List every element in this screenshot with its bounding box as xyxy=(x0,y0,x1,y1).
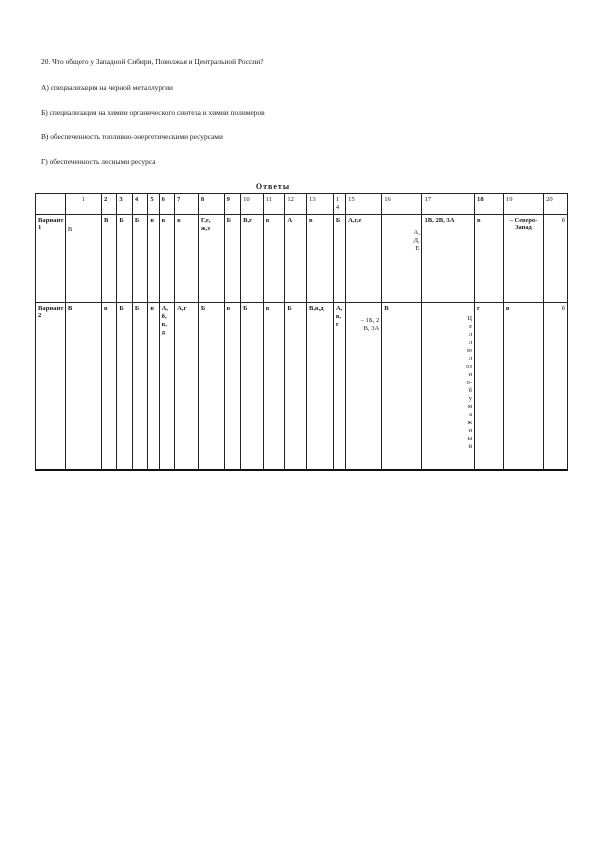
answer-1-text: В xyxy=(67,226,73,233)
answer-cell xyxy=(422,303,475,470)
header-cell: 17 xyxy=(422,194,475,215)
header-cell: 3 xyxy=(117,194,132,215)
option-a: А) специализация на черной металлургии xyxy=(41,83,173,92)
variant-2-label: Вариант 2 xyxy=(36,303,66,470)
option-d: Г) обеспеченность лесными ресурса xyxy=(41,157,156,166)
answer-cell: в xyxy=(101,303,116,470)
answer-17-text: Целлюлозно-бумажный xyxy=(466,315,473,450)
header-cell: 15 xyxy=(346,194,382,215)
answer-8-text: Г,е,ж,з xyxy=(200,217,211,232)
question-title: 20. Что общего у Западной Сибири, Поволжья и Центральной России? xyxy=(41,57,264,66)
header-cell xyxy=(36,194,66,215)
answer-cell: в xyxy=(224,303,240,470)
answer-cell: в xyxy=(148,303,159,470)
answer-cell xyxy=(307,303,334,470)
answer-cell: в xyxy=(148,215,159,303)
answers-title: Ответы xyxy=(255,182,291,191)
answer-15-text: – 1Б, 2В, 3А xyxy=(360,317,380,332)
answer-cell: В xyxy=(101,215,116,303)
table-row xyxy=(36,303,568,470)
answers-table xyxy=(35,193,568,471)
header-cell: 5 xyxy=(148,194,159,215)
header-cell: 1 xyxy=(65,194,101,215)
answer-cell: – Северо-Запад xyxy=(503,215,543,303)
header-cell xyxy=(333,194,345,215)
header-14-text: 14 xyxy=(335,196,340,211)
option-c: В) обеспеченность топливно-энергетическими ресурсами xyxy=(41,132,223,141)
header-cell: 7 xyxy=(175,194,199,215)
header-cell: 20 xyxy=(544,194,568,215)
answer-cell: В xyxy=(382,303,422,470)
answer-cell: Б xyxy=(285,303,307,470)
answer-cell: В,г xyxy=(241,215,264,303)
header-cell: 19 xyxy=(503,194,543,215)
answer-cell: в xyxy=(475,215,504,303)
header-cell: 8 xyxy=(198,194,224,215)
table-header-row xyxy=(36,194,568,215)
header-cell: 10 xyxy=(241,194,264,215)
answer-cell xyxy=(346,303,382,470)
answer-16-text: А,Д,Е xyxy=(413,229,420,252)
answer-cell xyxy=(382,215,422,303)
answer-cell: Б xyxy=(333,215,345,303)
answer-cell: в xyxy=(175,215,199,303)
table-row xyxy=(36,215,568,303)
answer-cell: Б xyxy=(132,215,147,303)
header-cell: 13 xyxy=(307,194,334,215)
answer-6-text: А,б,в,д xyxy=(161,305,169,336)
answer-cell: б xyxy=(544,215,568,303)
answer-cell: В xyxy=(65,303,101,470)
answer-cell: А xyxy=(285,215,307,303)
answer-cell: в xyxy=(307,215,334,303)
answer-cell xyxy=(333,303,345,470)
answer-cell xyxy=(159,303,174,470)
answer-cell: в xyxy=(503,303,543,470)
answer-cell: б xyxy=(544,303,568,470)
header-cell: 9 xyxy=(224,194,240,215)
variant-1-label: Вариант 1 xyxy=(36,215,66,303)
answer-cell: Б xyxy=(132,303,147,470)
answer-13-text: В,в,д xyxy=(309,305,324,312)
answer-cell: А,г,е xyxy=(346,215,382,303)
answer-cell: в xyxy=(263,215,285,303)
answer-cell: в xyxy=(263,303,285,470)
answer-cell: Б xyxy=(198,303,224,470)
answer-cell: Б xyxy=(224,215,240,303)
answer-cell: 1В, 2В, 3А xyxy=(422,215,475,303)
answer-14-text: А,в,г xyxy=(335,305,343,328)
answer-cell: Б xyxy=(241,303,264,470)
answer-cell xyxy=(65,215,101,303)
answer-cell xyxy=(175,303,199,470)
answer-cell: Б xyxy=(117,303,132,470)
header-cell: 2 xyxy=(101,194,116,215)
answer-cell: Б xyxy=(117,215,132,303)
answer-7-text: А,г xyxy=(177,305,187,312)
header-cell: 11 xyxy=(263,194,285,215)
header-cell: 16 xyxy=(382,194,422,215)
header-cell: 4 xyxy=(132,194,147,215)
answer-cell: г xyxy=(475,303,504,470)
answer-cell: в xyxy=(159,215,174,303)
answer-cell xyxy=(198,215,224,303)
option-b: Б) специализация на химии органического синтеза и химии полимеров xyxy=(41,108,265,117)
header-cell: 18 xyxy=(475,194,504,215)
header-cell: 6 xyxy=(159,194,174,215)
header-cell: 12 xyxy=(285,194,307,215)
